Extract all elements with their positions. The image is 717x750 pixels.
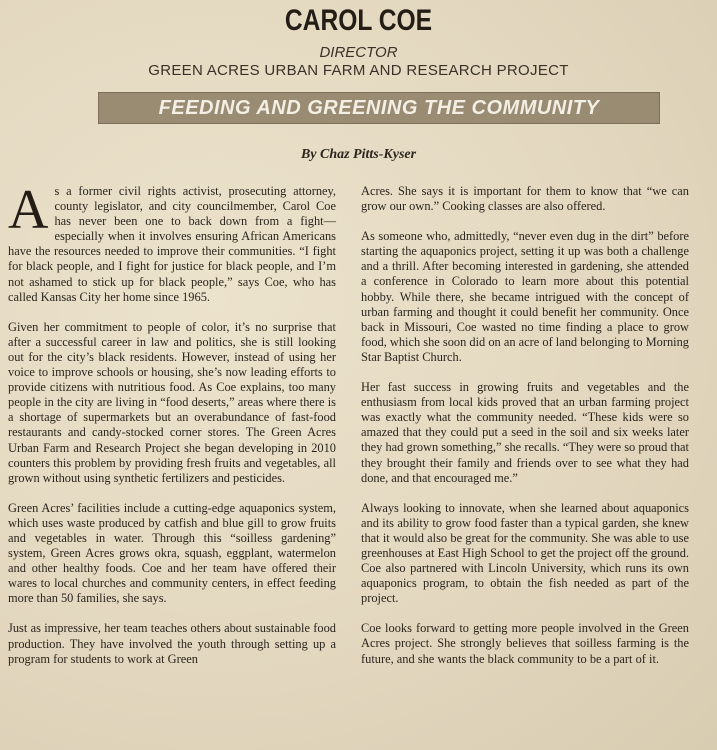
drop-cap: A <box>8 179 49 241</box>
article-paragraph: Her fast success in growing fruits and vegetables and the enthusiasm from local kids proved that an urban farming project was exactly what the community needed. “These kids were so amazed that they could put a seed in the soil and six weeks later they had grown something,” she recalls. “They were so proud that they brought their family and friends over to see what they had done, and that encouraged me.” <box>361 380 689 485</box>
article-paragraph: Coe looks forward to getting more people involved in the Green Acres project. She strongly believes that soilless farming is the future, and she wants the black community to be a part of it. <box>361 621 689 666</box>
article-paragraph: Just as impressive, her team teaches others about sustainable food production. They have involved the youth through setting up a program for students to work at Green <box>8 621 336 666</box>
article-paragraph: Always looking to innovate, when she learned about aquaponics and its ability to grow food faster than a typical garden, she knew that it would also be great for the community. She was able to use greenhouses at East High School to get the project off the ground. Coe also partnered with Lincoln University, which runs its own aquaponics program, to obtain the fish needed as part of the project. <box>361 500 689 606</box>
article-paragraph: Green Acres’ facilities include a cutting-edge aquaponics system, which uses waste produced by catfish and blue gill to grow fruits and vegetables in water. Through this “soilless gardening” system, Green Acres grows okra, squash, eggplant, watermelon and other healthy foods. Coe and her team have offered their wares to local churches and community centers, in effect feeding more than 50 families, she says. <box>8 500 336 606</box>
article-paragraph: Acres. She says it is important for them to know that “we can grow our own.” Cooking classes are also offered. <box>361 184 689 214</box>
paragraph-text: s a former civil rights activist, prosecuting attorney, county legislator, and city councilmember, Carol Coe has never been one to back down from a fight—especially when it involves ensuring African Americans have the resources needed to improve their communities. “I fight for black people, and I fight for justice for black people, and I’m not ashamed to stick up for black people,” says Coe, who has called Kansas City her home since 1965. <box>8 184 336 304</box>
profile-role: DIRECTOR <box>319 44 398 61</box>
headline-banner <box>98 92 660 124</box>
organization-name: GREEN ACRES URBAN FARM AND RESEARCH PROJECT <box>148 62 569 79</box>
article-column-left <box>8 179 336 682</box>
article-column-right <box>361 184 689 682</box>
headline: FEEDING AND GREENING THE COMMUNITY <box>158 97 600 119</box>
article-paragraph: As someone who, admittedly, “never even dug in the dirt” before starting the aquaponics project, setting it up was both a challenge and a thrill. After becoming interested in gardening, she attended a conference in Colorado to learn more about this potential hobby. While there, she became intrigued with the concept of urban farming and thought it could benefit her community. Once back in Missouri, Coe wasted no time finding a place to grow food, which she soon did on an acre of land belonging to Morning Star Baptist Church. <box>361 229 689 364</box>
article-paragraph <box>8 179 336 305</box>
profile-name: CAROL COE <box>284 4 433 37</box>
article-paragraph: Given her commitment to people of color, it’s no surprise that after a successful career in law and politics, she is still looking out for the city’s black residents. However, instead of using her voice to improve schools or housing, she’s now leading efforts to provide citizens with nutritious food. As Coe explains, too many people in the city are living in “food deserts,” areas where there is a shortage of supermarkets but an overabundance of fast-food restaurants and candy-stocked corner stores. The Green Acres Urban Farm and Research Project she began developing in 2010 counters this problem by providing fresh fruits and vegetables, all grown without using synthetic fertilizers and pesticides. <box>8 319 336 485</box>
byline: By Chaz Pitts-Kyser <box>300 147 417 162</box>
